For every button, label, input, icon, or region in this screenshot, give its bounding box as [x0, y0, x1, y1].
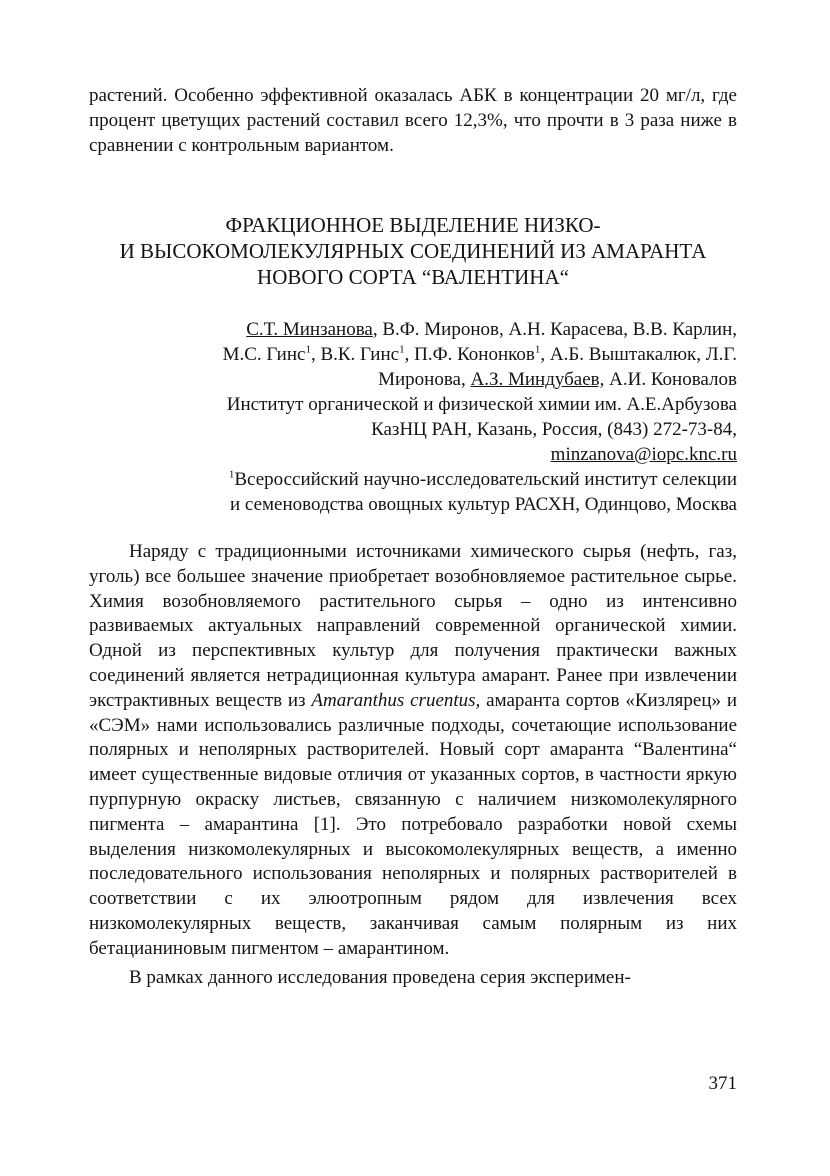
authors-line-2: М.С. Гинс$^1$, В.К. Гинс$^1$, П.Ф. Кононков$^1$, А.Б. Выштакалюк, Л.Г. — [222, 343, 737, 365]
affiliation-line-3: $^1$Всероссийский научно-исследовательский институт селекции — [228, 468, 737, 490]
body-text — [89, 540, 737, 990]
title-line-1: ФРАКЦИОННОЕ ВЫДЕЛЕНИЕ НИЗКО- — [225, 213, 601, 237]
email-line — [89, 442, 737, 467]
underlined-author: А.З. Миндубаев, — [470, 369, 605, 390]
species-name: Amaranthus cruentus, — [311, 689, 481, 711]
affiliation-line-2: КазНЦ РАН, Казань, Россия, (843) 272-73-84, — [371, 419, 737, 440]
authors-line-1: С.Т. Минзанова, В.Ф. Миронов, А.Н. Карасева, В.В. Карлин, — [246, 319, 737, 340]
affiliation-mark: 1 — [534, 343, 541, 356]
body-paragraph-1: Наряду с традиционными источниками химического сырья (нефть, газ, уголь) все большее значение приобретает возобновляемое растительное сырье. Химия возобновляемого растительного сырья – одно из интенсивно развиваемых актуальных направлений современной органической химии. Одной из перспективных культур для получения практически важных соединений является нетрадиционная культура амарант. Ранее при извлечении экстрактивных веществ из Amaranthus cruentus, амаранта сортов «Кизлярец» и «СЭМ» нами использовались различные подходы, сочетающие использование полярных и неполярных растворителей. Новый сорт амаранта “Валентина“ имеет существенные видовые отличия от указанных сортов, в частности яркую пурпурную окраску листьев, связанную с наличием низкомолекулярного пигмента – амарантина [1]. Это потребовало разработки новой схемы выделения низкомолекулярных и высокомолекулярных веществ, а именно последовательного использования неполярных и полярных растворителей в соответствии с их элюотропным рядом для извлечения всех низкомолекулярных веществ, заканчивая самым полярным из них бетацианиновым пигментом – амарантином. — [89, 541, 738, 959]
affiliation-line-1: Институт органической и физической химии им. А.Е.Арбузова — [226, 394, 737, 415]
affiliation-mark: 1 — [399, 343, 405, 356]
body-paragraph-2: В рамках данного исследования проведена серия эксперимен- — [129, 966, 631, 988]
authors-block — [89, 317, 737, 517]
affiliation-line-4: и семеноводства овощных культур РАСХН, Одинцово, Москва — [230, 494, 737, 515]
title-line-2: И ВЫСОКОМОЛЕКУЛЯРНЫХ СОЕДИНЕНИЙ ИЗ АМАРАНТА — [119, 239, 707, 263]
authors-line-3: Миронова, А.З. Миндубаев, А.И. Коновалов — [378, 369, 737, 390]
page-number: 371 — [708, 1073, 737, 1094]
corresponding-author: С.Т. Минзанова — [246, 319, 373, 340]
intro-paragraph: растений. Особенно эффективной оказалась АБК в концентрации 20 мг/л, где процент цветущих растений составил всего 12,3%, что прочти в 3 раза ниже в сравнении с контрольным вариантом. — [89, 85, 737, 156]
title-line-3: НОВОГО СОРТА “ВАЛЕНТИНА“ — [257, 265, 569, 289]
affiliation-mark: 1 — [305, 343, 311, 356]
affiliation-mark: 1 — [228, 468, 235, 481]
article-title — [89, 212, 737, 290]
email-link[interactable]: minzanova@iopc.knc.ru — [550, 444, 737, 465]
